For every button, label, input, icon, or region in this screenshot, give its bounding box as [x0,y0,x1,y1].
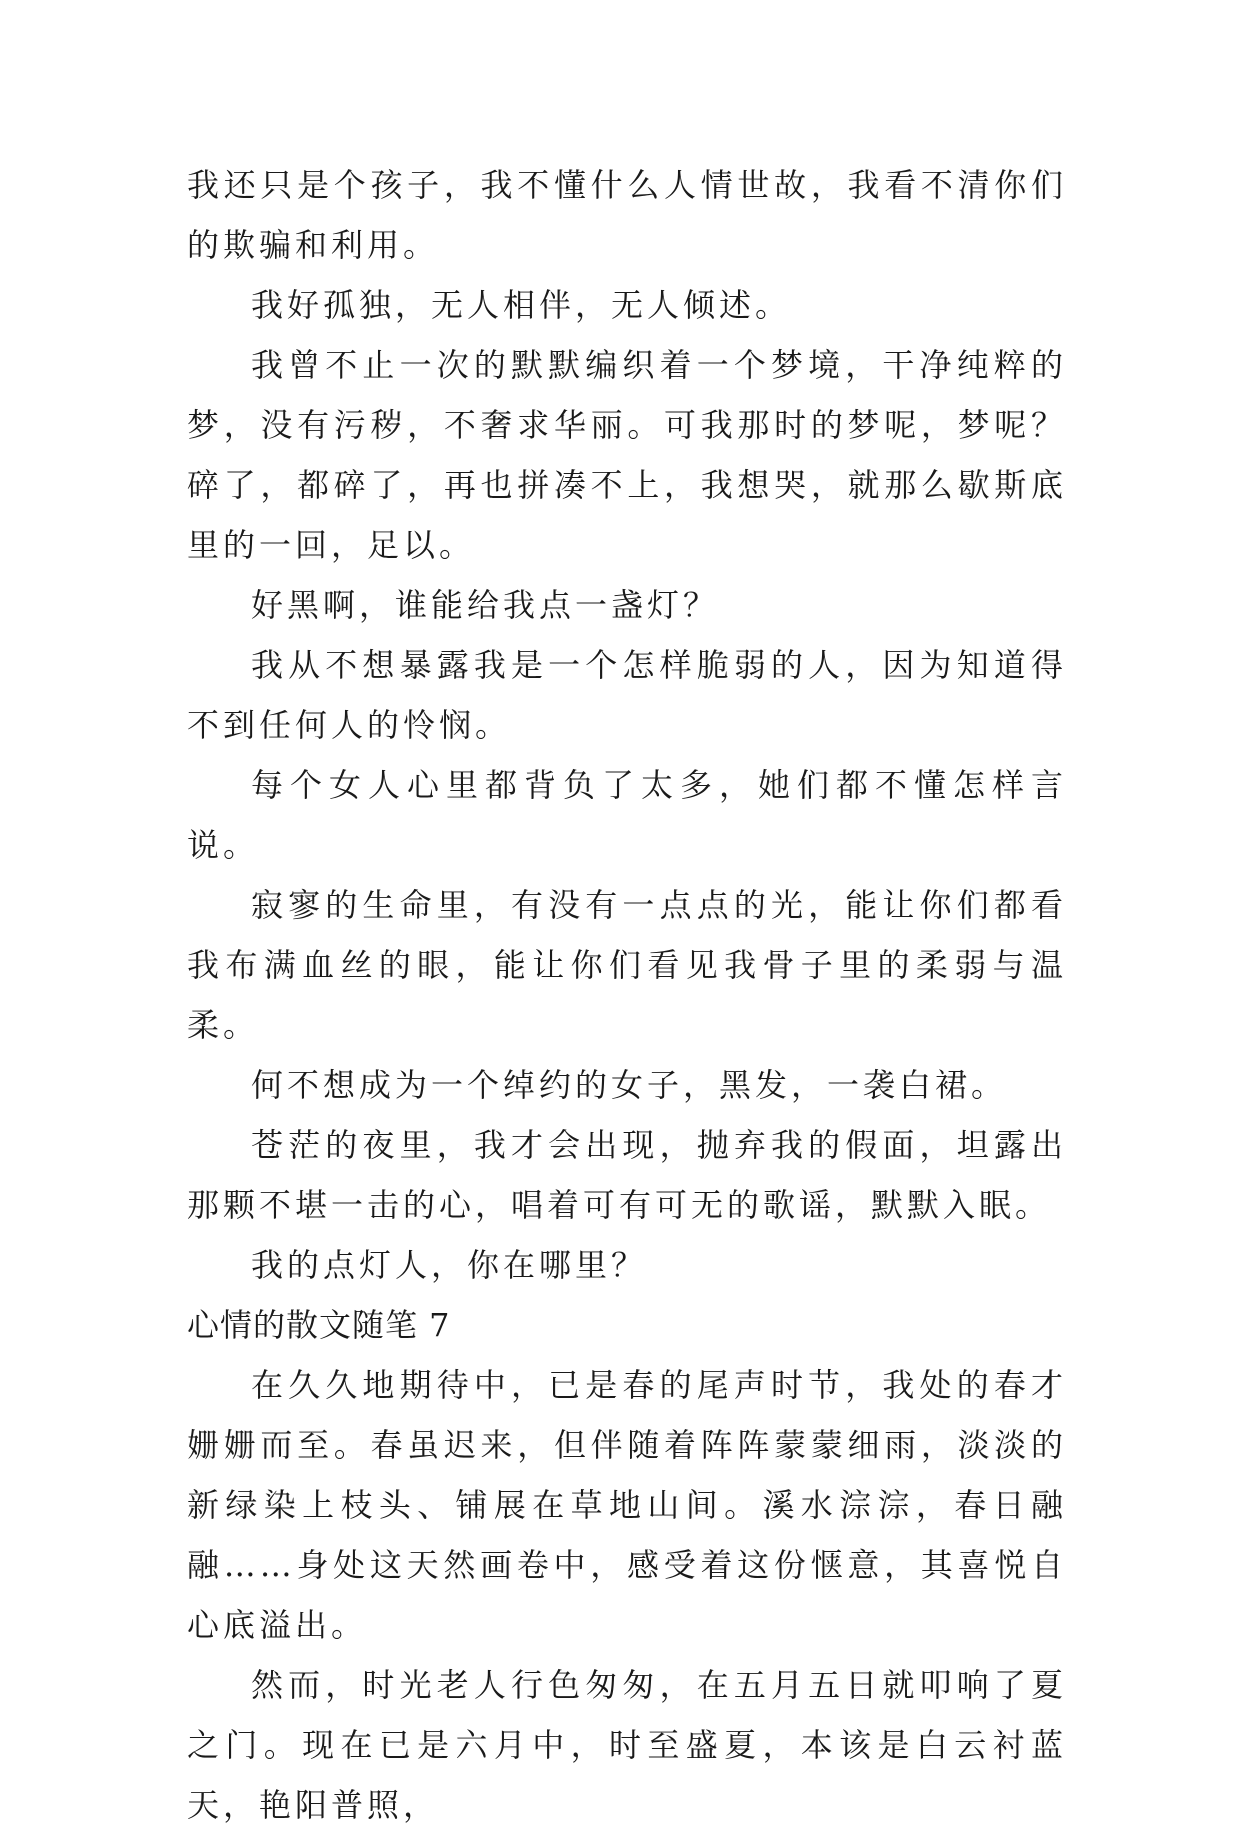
paragraph: 好黑啊，谁能给我点一盏灯？ [251,586,720,624]
section-title: 心情的散文随笔 7 [187,1306,451,1344]
paragraph: 每个女人心里都背负了太多，她们都不懂怎样言说。 [187,766,1067,864]
paragraph: 我的点灯人，你在哪里？ [251,1246,648,1284]
paragraph: 然而，时光老人行色匆匆，在五月五日就叩响了夏之门。现在已是六月中，时至盛夏，本该是白云衬蓝天，艳阳普照， [187,1666,1067,1824]
paragraph: 我曾不止一次的默默编织着一个梦境，干净纯粹的梦，没有污秽，不奢求华丽。可我那时的梦呢，梦呢？碎了，都碎了，再也拼凑不上，我想哭，就那么歇斯底里的一回，足以。 [187,346,1067,564]
paragraph: 我还只是个孩子，我不懂什么人情世故，我看不清你们的欺骗和利用。 [187,166,1067,264]
paragraph: 苍茫的夜里，我才会出现，抛弃我的假面，坦露出那颗不堪一击的心，唱着可有可无的歌谣，默默入眠。 [187,1126,1067,1224]
paragraph: 寂寥的生命里，有没有一点点的光，能让你们都看我布满血丝的眼，能让你们看见我骨子里的柔弱与温柔。 [187,886,1067,1044]
paragraph: 在久久地期待中，已是春的尾声时节，我处的春才姗姗而至。春虽迟来，但伴随着阵阵蒙蒙细雨，淡淡的新绿染上枝头、铺展在草地山间。溪水淙淙，春日融融……身处这天然画卷中，感受着这份惬意，其喜悦自心底溢出。 [187,1366,1067,1644]
document-body [187,155,1067,1835]
paragraph: 我好孤独，无人相伴，无人倾述。 [251,286,792,324]
paragraph: 我从不想暴露我是一个怎样脆弱的人，因为知道得不到任何人的怜悯。 [187,646,1067,744]
paragraph: 何不想成为一个绰约的女子，黑发，一袭白裙。 [251,1066,1008,1104]
